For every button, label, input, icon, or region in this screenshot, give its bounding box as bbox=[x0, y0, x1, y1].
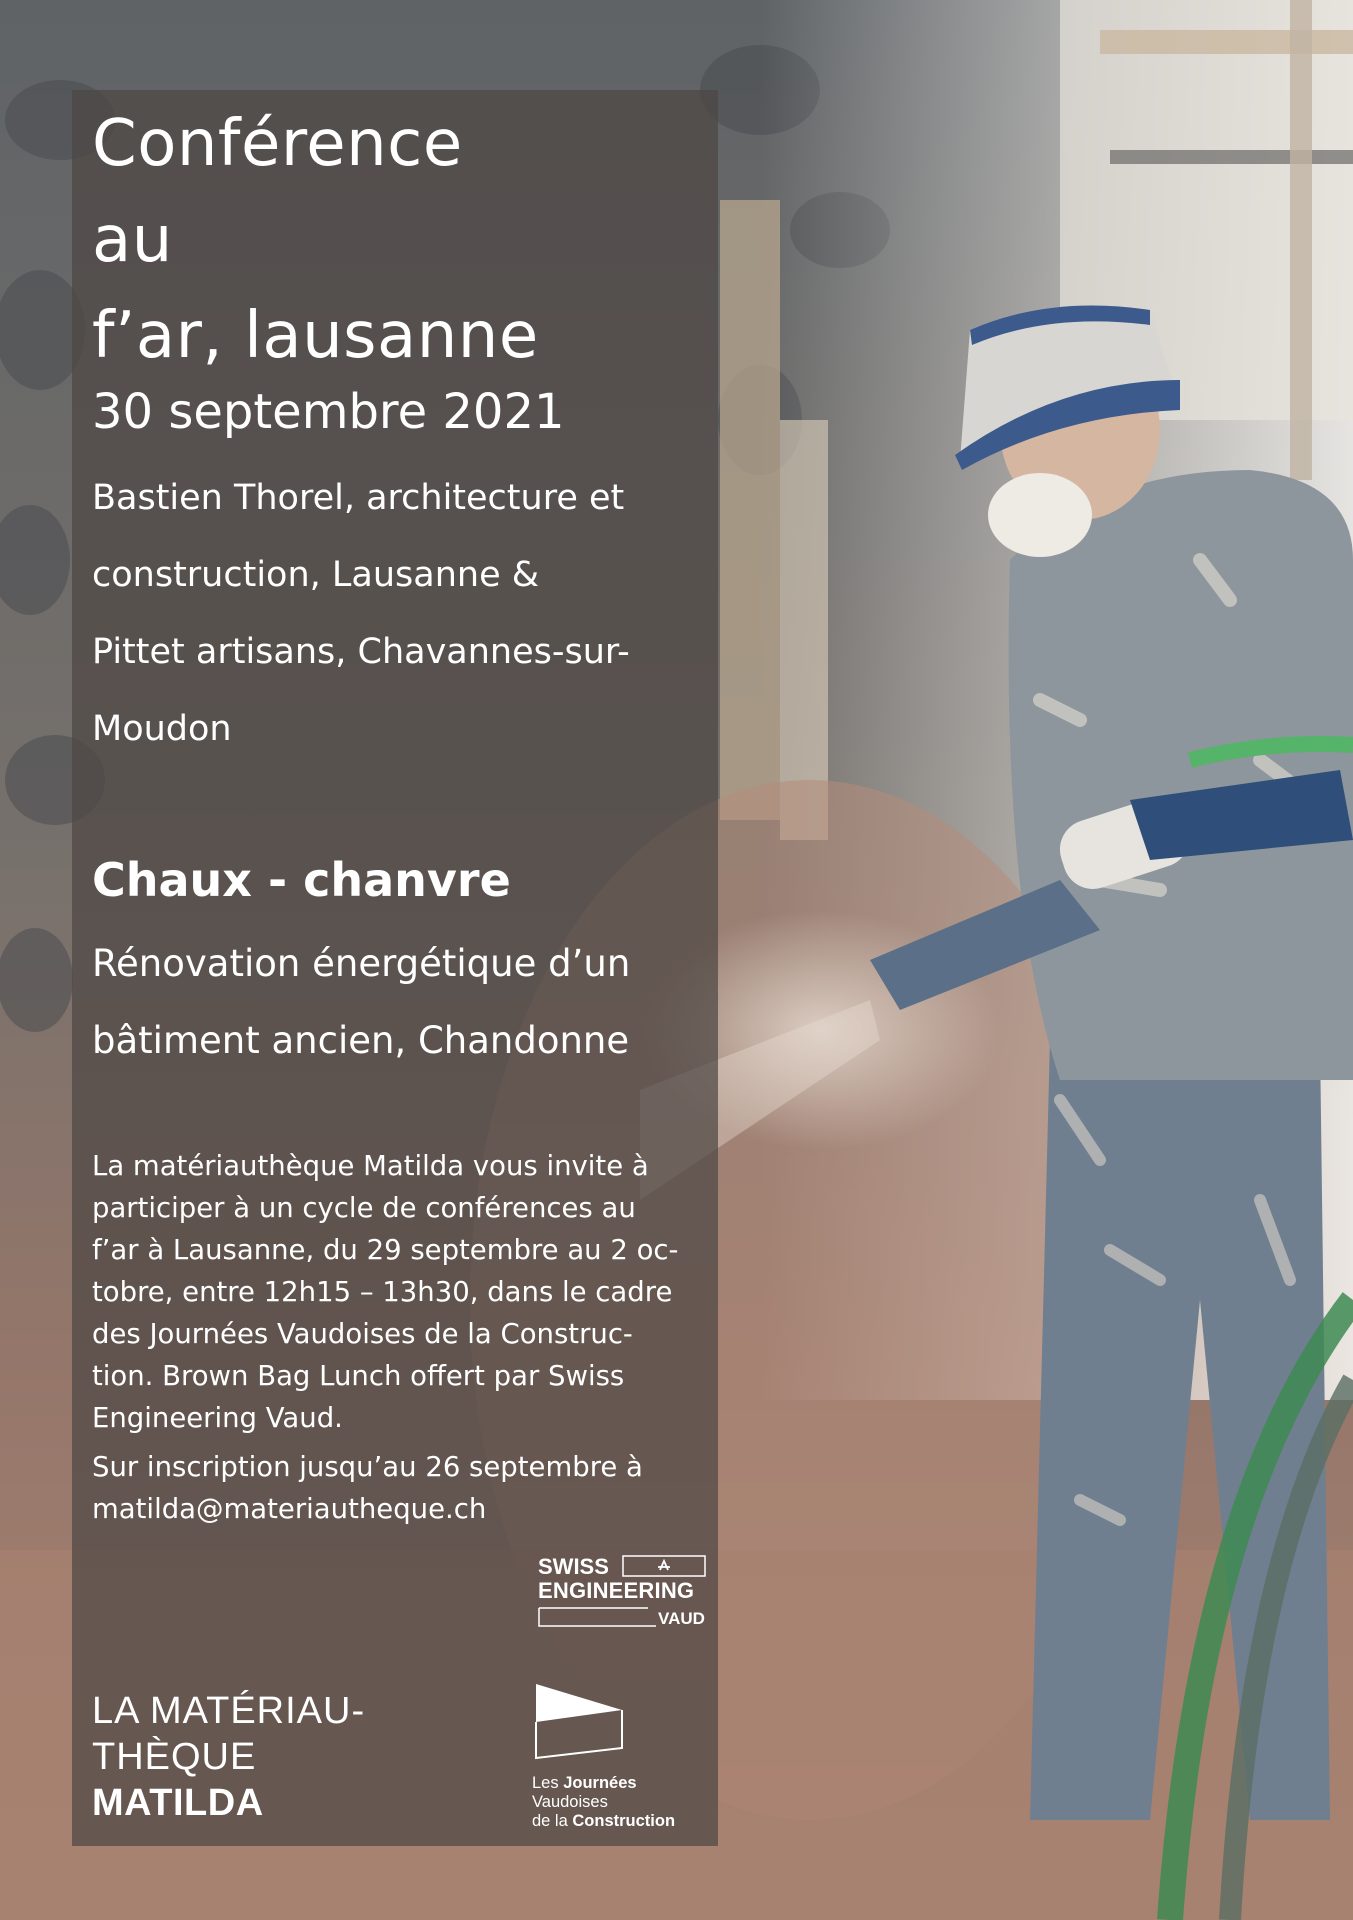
invitation-line-1: La matériauthèque Matilda vous invite à bbox=[92, 1150, 649, 1182]
swiss-engineering-logo bbox=[538, 1552, 706, 1632]
event-date: 30 septembre 2021 bbox=[92, 384, 565, 440]
jvc-flag-icon bbox=[534, 1682, 626, 1764]
subtitle-line-1: Rénovation énergétique d’un bbox=[92, 942, 631, 985]
swiss-logo-line-1: SWISS bbox=[538, 1554, 609, 1579]
swiss-logo-line-3: VAUD bbox=[658, 1609, 705, 1628]
jvc-text-construction: Construction bbox=[572, 1812, 676, 1830]
invitation-line-4: tobre, entre 12h15 – 13h30, dans le cadre bbox=[92, 1276, 673, 1308]
matilda-logo bbox=[92, 1688, 365, 1826]
matilda-logo-line-2: THÈQUE bbox=[92, 1736, 257, 1778]
invitation-line-2: participer à un cycle de conférences au bbox=[92, 1192, 636, 1224]
registration-line-1: Sur inscription jusqu’au 26 septembre à bbox=[92, 1451, 643, 1483]
matilda-logo-line-1: LA MATÉRIAU- bbox=[92, 1690, 366, 1732]
matilda-logo-line-3: MATILDA bbox=[92, 1782, 264, 1824]
registration-email[interactable]: matilda@materiautheque.ch bbox=[92, 1493, 487, 1525]
speaker-line-3: Pittet artisans, Chavannes-sur- bbox=[92, 632, 630, 672]
speaker-line-1: Bastien Thorel, architecture et bbox=[92, 478, 625, 518]
jvc-text-vaudoises: Vaudoises bbox=[532, 1793, 608, 1811]
talk-topic: Chaux - chanvre bbox=[92, 853, 511, 907]
swiss-logo-line-2: ENGINEERING bbox=[538, 1578, 695, 1603]
invitation-line-7: Engineering Vaud. bbox=[92, 1402, 343, 1434]
swiss-logo-bar-icon bbox=[538, 1606, 658, 1628]
title-line-2: au bbox=[92, 203, 173, 277]
invitation-line-5: des Journées Vaudoises de la Construc- bbox=[92, 1318, 633, 1350]
swiss-logo-emblem-icon bbox=[622, 1555, 706, 1577]
invitation-line-3: f’ar à Lausanne, du 29 septembre au 2 oc- bbox=[92, 1234, 679, 1266]
speaker-line-4: Moudon bbox=[92, 709, 232, 749]
jvc-logo-text bbox=[532, 1774, 675, 1831]
title-line-3: f’ar, lausanne bbox=[92, 299, 539, 373]
title-line-1: Conférence bbox=[92, 107, 463, 181]
jvc-text-journees: Journées bbox=[563, 1774, 637, 1792]
speaker-line-2: construction, Lausanne & bbox=[92, 555, 540, 595]
jvc-logo bbox=[532, 1682, 712, 1832]
invitation-line-6: tion. Brown Bag Lunch offert par Swiss bbox=[92, 1360, 625, 1392]
subtitle-line-2: bâtiment ancien, Chandonne bbox=[92, 1019, 630, 1062]
jvc-text-de-la: de la bbox=[532, 1812, 573, 1830]
jvc-text-les: Les bbox=[532, 1774, 564, 1792]
